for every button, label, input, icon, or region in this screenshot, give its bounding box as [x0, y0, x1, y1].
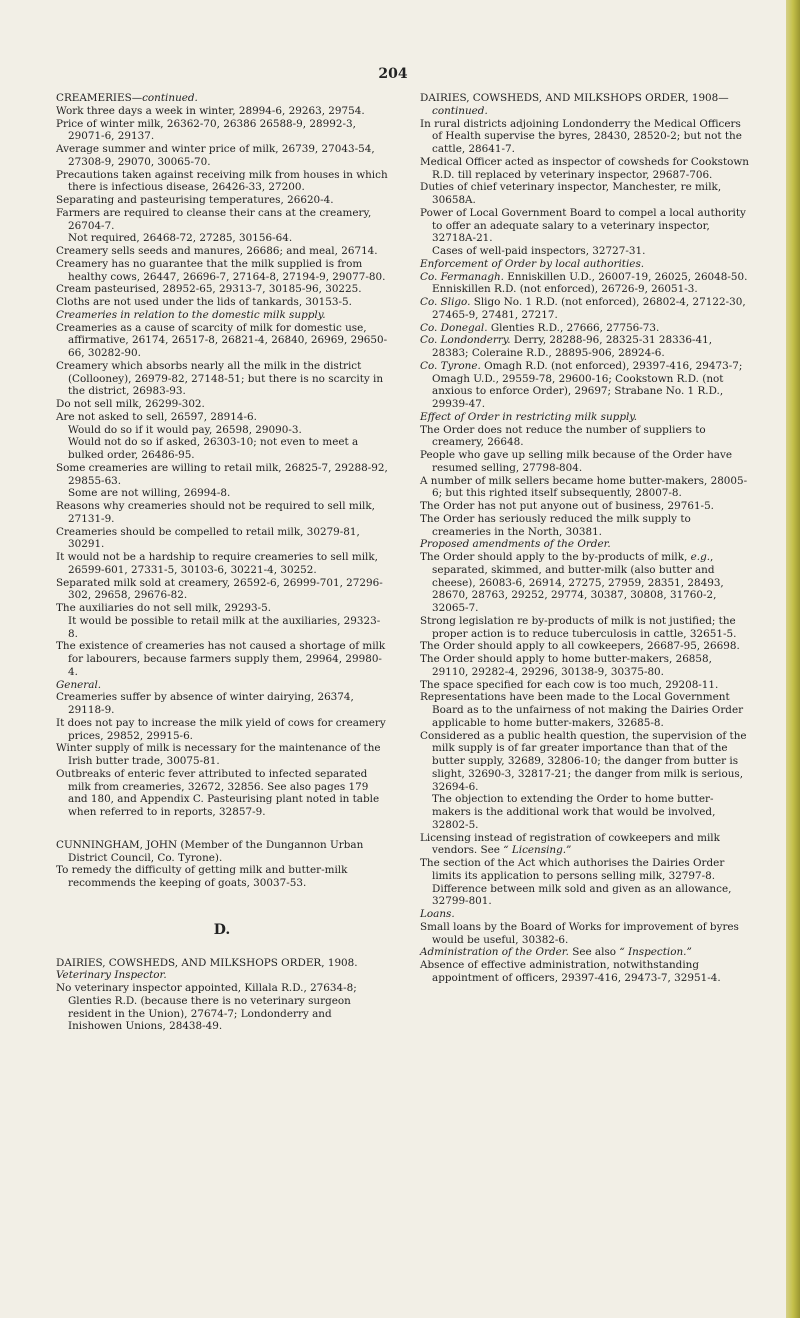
index-entry: The space specified for each cow is too much, 29208-11. — [420, 678, 719, 691]
index-entry: Small loans by the Board of Works for improvement of byres would be useful, 30382-6. — [420, 920, 739, 946]
index-entry: Cloths are not used under the lids of tankards, 30153-5. — [56, 296, 352, 308]
left-column — [56, 92, 388, 1033]
index-entry: To remedy the difficulty of getting milk and butter-milk recommends the keeping of goats, 30037-53. — [56, 864, 348, 889]
index-entry: The Order should apply to the by-products of milk, e.g., separated, skimmed, and butter-milk (also butter and cheese), 26083-6, 26914, 27275, 27959, 28351, 28493, 28670, 28763, 29252, 29774, 30387, 30808, 31760-2, 32065-7. — [420, 551, 724, 614]
index-entry: Creamery sells seeds and manures, 26686; and meal, 26714. — [56, 245, 378, 257]
index-entry: It does not pay to increase the milk yield of cows for creamery prices, 29852, 29915-6. — [56, 716, 386, 742]
index-entry: Absence of effective administration, notwithstanding appointment of officers, 29397-416, 29473-7, 32951-4. — [420, 959, 721, 984]
index-entry: A number of milk sellers became home butter-makers, 28005-6; but this righted itself subsequently, 28007-8. — [420, 474, 748, 500]
book-spine-edge — [786, 0, 800, 1318]
index-entry: Outbreaks of enteric fever attributed to infected separated milk from creameries, 32672, 32856. See also pages 179 and 180, and Appendix C. Pasteurising plant noted in table when referred to in reports, 32857-9. — [56, 767, 380, 818]
index-entry: Farmers are required to cleanse their cans at the creamery, 26704-7. — [56, 206, 372, 232]
index-entry: The auxiliaries do not sell milk, 29293-5. — [56, 602, 272, 614]
index-entry: The Order has not put anyone out of business, 29761-5. — [420, 500, 714, 512]
index-entry: In rural districts adjoining Londonderry the Medical Officers of Health supervise the byres, 28430, 28520-2; but not the cattle, 28641-7. — [420, 117, 742, 155]
index-entry: No veterinary inspector appointed, Killala R.D., 27634-8; Glenties R.D. (because there is no veterinary surgeon resident in the Union), 27674-7; Londonderry and Inishowen Unions, 28438-49. — [56, 982, 357, 1033]
index-entry: The Order does not reduce the number of suppliers to creamery, 26648. — [420, 423, 706, 449]
index-entry: Work three days a week in winter, 28994-6, 29263, 29754. — [56, 104, 365, 117]
section-heading: CUNNINGHAM, JOHN (Member of the Dungannon Urban District Council, Co. Tyrone). — [56, 838, 364, 864]
index-entry: Winter supply of milk is necessary for the maintenance of the Irish butter trade, 30075-81. — [56, 742, 381, 767]
index-entry: People who gave up selling milk because of the Order have resumed selling, 27798-804. — [420, 449, 732, 474]
index-entry: Creamery which absorbs nearly all the milk in the district (Collooney), 26979-82, 27148-51; but there is no scarcity in the district, 26983-93. — [56, 359, 384, 398]
index-entry: Cream pasteurised, 28952-65, 29313-7, 30185-96, 30225. — [56, 283, 362, 296]
subheading: Effect of Order in restricting milk supply. — [420, 410, 638, 423]
index-entry: Would not do so if asked, 26303-10; not even to meet a bulked order, 26486-95. — [68, 436, 359, 461]
index-entry: Licensing instead of registration of cowkeepers and milk vendors. See “ Licensing.” — [420, 831, 720, 857]
index-entry: The objection to extending the Order to home butter-makers is the additional work that would be involved, 32802-5. — [432, 793, 716, 831]
index-entry: Difference between milk sold and given as an allowance, 32799-801. — [432, 882, 732, 908]
index-entry: Strong legislation re by-products of milk is not justified; the proper action is to reduce tuberculosis in cattle, 32651-5. — [420, 614, 737, 640]
index-entry: Creameries should be compelled to retail milk, 30279-81, 30291. — [56, 525, 360, 551]
index-entry: Precautions taken against receiving milk from houses in which there is infectious disease, 26426-33, 27200. — [56, 168, 388, 194]
index-entry: Are not asked to sell, 26597, 28914-6. — [56, 410, 257, 423]
index-entry: Price of winter milk, 26362-70, 26386 26588-9, 28992-3, 29071-6, 29137. — [56, 117, 356, 143]
index-entry: Duties of chief veterinary inspector, Manchester, re milk, 30658A. — [420, 181, 722, 206]
index-entry: Power of Local Government Board to compel a local authority to offer an adequate salary to a veterinary inspector, 32718A-21. — [420, 206, 746, 245]
section-letter: D. — [213, 921, 231, 938]
index-entry: The existence of creameries has not caused a shortage of milk for labourers, because farmers supply them, 29964, 29980-4. — [56, 640, 386, 678]
index-entry: It would be possible to retail milk at the auxiliaries, 29323-8. — [68, 614, 381, 640]
subheading: Creameries in relation to the domestic milk supply. — [56, 308, 326, 321]
index-entry: Co. Londonderry. Derry, 28288-96, 28325-31 28336-41, 28383; Coleraine R.D., 28895-906, 28924-6. — [420, 334, 712, 359]
index-entry: Creamery has no guarantee that the milk supplied is from healthy cows, 26447, 26696-7, 27164-8, 27194-9, 29077-80. — [56, 257, 386, 283]
index-entry: Medical Officer acted as inspector of cowsheds for Cookstown R.D. till replaced by veterinary inspector, 29687-706. — [420, 155, 749, 181]
index-entry: It would not be a hardship to require creameries to sell milk, 26599-601, 27331-5, 30103-6, 30221-4, 30252. — [56, 551, 378, 576]
page-number: 204 — [378, 66, 408, 82]
index-entry: The Order has seriously reduced the milk supply to creameries in the North, 30381. — [420, 512, 691, 538]
section-heading: CREAMERIES—continued. — [56, 92, 198, 104]
index-entry: Creameries suffer by absence of winter dairying, 26374, 29118-9. — [56, 691, 354, 716]
subheading: Administration of the Order. See also “ Inspection.” — [420, 946, 692, 959]
index-entry: Representations have been made to the Local Government Board as to the unfairness of not making the Dairies Order applicable to home butter-makers, 32685-8. — [420, 691, 744, 729]
index-entry: Separating and pasteurising temperatures, 26620-4. — [56, 194, 334, 206]
section-heading: DAIRIES, COWSHEDS, AND MILKSHOPS ORDER, 1908. — [56, 956, 358, 969]
index-entry: Some are not willing, 26994-8. — [68, 487, 231, 500]
index-entry: The section of the Act which authorises the Dairies Order limits its application to persons selling milk, 32797-8. — [420, 857, 725, 882]
index-entry: Average summer and winter price of milk, 26739, 27043-54, 27308-9, 29070, 30065-70. — [56, 143, 375, 168]
index-entry: Cases of well-paid inspectors, 32727-31. — [432, 245, 646, 257]
index-entry: Not required, 26468-72, 27285, 30156-64. — [68, 232, 293, 245]
index-entry: Co. Fermanagh. Enniskillen U.D., 26007-19, 26025, 26048-50. Enniskillen R.D. (not enforced), 26726-9, 26051-3. — [420, 270, 748, 296]
subheading: General. — [56, 678, 102, 691]
index-entry: Would do so if it would pay, 26598, 29090-3. — [68, 423, 302, 436]
right-column — [420, 92, 750, 985]
index-entry: Co. Sligo. Sligo No. 1 R.D. (not enforced), 26802-4, 27122-30, 27465-9, 27481, 27217. — [420, 296, 746, 321]
index-entry: Reasons why creameries should not be required to sell milk, 27131-9. — [56, 500, 375, 525]
subheading: Loans. — [420, 908, 455, 920]
index-entry: Do not sell milk, 26299-302. — [56, 398, 205, 410]
subheading: Proposed amendments of the Order. — [420, 538, 611, 551]
index-entry: Co. Donegal. Glenties R.D., 27666, 27756-73. — [420, 321, 660, 334]
index-entry: Considered as a public health question, the supervision of the milk supply is of far greater importance than that of the butter supply, 32689, 32806-10; the danger from butter is slight, 32690-3, 32817-21; the danger from milk is serious, 32694-6. — [420, 729, 747, 793]
index-entry: The Order should apply to home butter-makers, 26858, 29110, 29282-4, 29296, 30138-9, 30375-80. — [420, 653, 712, 678]
index-entry: Separated milk sold at creamery, 26592-6, 26999-701, 27296-302, 29658, 29676-82. — [56, 576, 383, 602]
index-entry: Co. Tyrone. Omagh R.D. (not enforced), 29397-416, 29473-7; Omagh U.D., 29559-78, 29600-16; Cookstown R.D. (not anxious to enforce Order), 29697; Strabane No. 1 R.D., 29939-47. — [420, 359, 743, 410]
subheading: Enforcement of Order by local authorities. — [420, 257, 645, 270]
index-entry: Some creameries are willing to retail milk, 26825-7, 29288-92, 29855-63. — [56, 461, 388, 487]
subheading: Veterinary Inspector. — [56, 969, 167, 982]
index-entry: The Order should apply to all cowkeepers, 26687-95, 26698. — [420, 640, 740, 653]
index-entry: Creameries as a cause of scarcity of milk for domestic use, affirmative, 26174, 26517-8, 26821-4, 26840, 26969, 29650-66, 30282-90. — [56, 321, 388, 359]
section-heading: DAIRIES, COWSHEDS, AND MILKSHOPS ORDER, 1908—continued. — [420, 92, 729, 117]
